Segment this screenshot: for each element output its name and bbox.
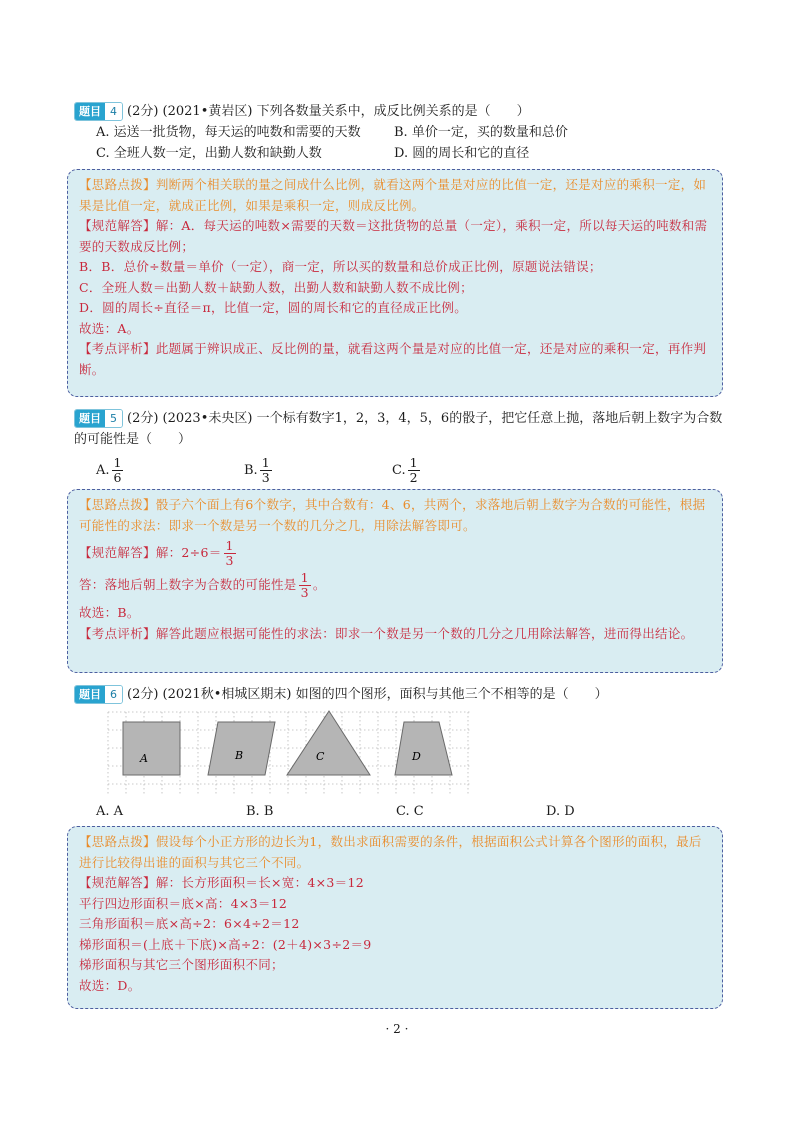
option-b: B. $\frac{1}{3}$ [244, 455, 270, 485]
answer: 【规范解答】解：A．每天运的吨数×需要的天数＝这批货物的总量（一定），乘积一定，所以每天运的吨数和需要的天数成反比例； [79, 218, 708, 254]
solution-box-5 [67, 489, 723, 673]
question-6-options [74, 801, 734, 822]
choice: 故选：B。 [79, 605, 140, 620]
analysis: 【思路点拨】判断两个相关联的量之间成什么比例，就看这两个量是对应的比值一定，还是对应的乘积一定，如果是比值一定，就成正比例，如果是乘积一定，则成反比例。 [79, 177, 707, 213]
answer-line: B．B．总价÷数量＝单价（一定），商一定，所以买的数量和总价成正比例，原题说法错误； [79, 259, 602, 274]
option-d: D. D [546, 804, 575, 819]
svg-text:D: D [412, 750, 421, 763]
option-c: C. 全班人数一定，出勤人数和缺勤人数 [96, 146, 322, 161]
question-stem: (2分) (2023•未央区) 一个标有数字1，2，3，4，5，6的骰子，把它任意上抛，落地后朝上数字为合数 [127, 411, 723, 426]
answer-line: 梯形面积与其它三个图形面积不同； [79, 957, 284, 972]
shape-a-rectangle [123, 722, 180, 775]
choice: 故选：D。 [79, 977, 141, 993]
question-stem: (2分) (2021•黄岩区) 下列各数量关系中，成反比例关系的是（ ） [127, 104, 530, 119]
question-tag: 题目 4 [74, 102, 123, 121]
option-c: C. C [396, 804, 424, 819]
question-5-header [74, 408, 734, 429]
answer-line: 三角形面积＝底×高÷2：6×4÷2＝12 [79, 916, 300, 931]
option-a: A. $\frac{1}{6}$ [96, 455, 122, 485]
analysis: 【思路点拨】骰子六个面上有6个数字，其中合数有：4、6，共两个，求落地后朝上数字为合数的可能性，根据可能性的求法：即求一个数是另一个数的几分之几，用除法解答即可。 [79, 497, 706, 533]
review: 【考点评析】此题属于辨识成正、反比例的量，就看这两个量是对应的比值一定，还是对应的乘积一定，再作判断。 [79, 341, 707, 377]
question-tag: 题目 5 [74, 409, 123, 428]
review: 【考点评析】解答此题应根据可能性的求法：即求一个数是另一个数的几分之几用除法解答，进而得出结论。 [79, 625, 694, 641]
choice: 故选：A。 [79, 320, 140, 336]
option-b: B. 单价一定，买的数量和总价 [394, 125, 568, 140]
svg-text:B: B [235, 749, 244, 762]
question-6 [74, 684, 734, 705]
options [74, 456, 734, 485]
option-a: A. A [96, 804, 124, 819]
solution-box-6 [67, 826, 723, 1009]
svg-text:A: A [140, 752, 148, 765]
question-stem: (2分) (2021秋•相城区期末) 如图的四个图形，面积与其他三个不相等的是（ ） [127, 687, 608, 702]
question-5 [74, 408, 734, 485]
options [74, 122, 734, 164]
options [74, 801, 734, 822]
solution-box-4 [67, 169, 723, 397]
shapes-figure [104, 708, 474, 798]
shape-d-trapezoid [395, 722, 452, 775]
answer-line: C．全班人数＝出勤人数＋缺勤人数，出勤人数和缺勤人数不成比例； [79, 279, 473, 295]
answer-line: 答：落地后朝上数字为合数的可能性是 $\frac{1}{3}$ 。 [79, 570, 326, 600]
question-6-header [74, 684, 734, 705]
question-tag: 题目 6 [74, 685, 123, 704]
svg-text:C: C [316, 750, 325, 763]
answer-line: 平行四边形面积＝底×高：4×3＝12 [79, 895, 288, 911]
answer-line: 梯形面积＝(上底＋下底)×高÷2：(2＋4)×3÷2＝9 [79, 936, 372, 952]
question-4-header [74, 101, 734, 122]
shape-c-triangle [287, 711, 370, 775]
answer: 【规范解答】解：2÷6＝ $\frac{1}{3}$ [79, 538, 234, 568]
option-d: D. 圆的周长和它的直径 [394, 146, 530, 161]
option-b: B. B [246, 804, 274, 819]
option-c: C. $\frac{1}{2}$ [392, 455, 418, 485]
analysis: 【思路点拨】假设每个小正方形的边长为1，数出求面积需要的条件，根据面积公式计算各个图形的面积，最后进行比较得出谁的面积与其它三个不同。 [79, 834, 702, 870]
question-4 [74, 101, 734, 164]
question-stem-cont: 的可能性是（ ） [74, 432, 192, 447]
shape-b-parallelogram [208, 722, 275, 775]
answer-line: D．圆的周长÷直径＝π，比值一定，圆的周长和它的直径成正比例。 [79, 300, 468, 315]
option-a: A. 运送一批货物，每天运的吨数和需要的天数 [96, 125, 361, 140]
page-number: · 2 · [385, 1022, 409, 1036]
answer: 【规范解答】解：长方形面积＝长×宽：4×3＝12 [79, 875, 364, 890]
